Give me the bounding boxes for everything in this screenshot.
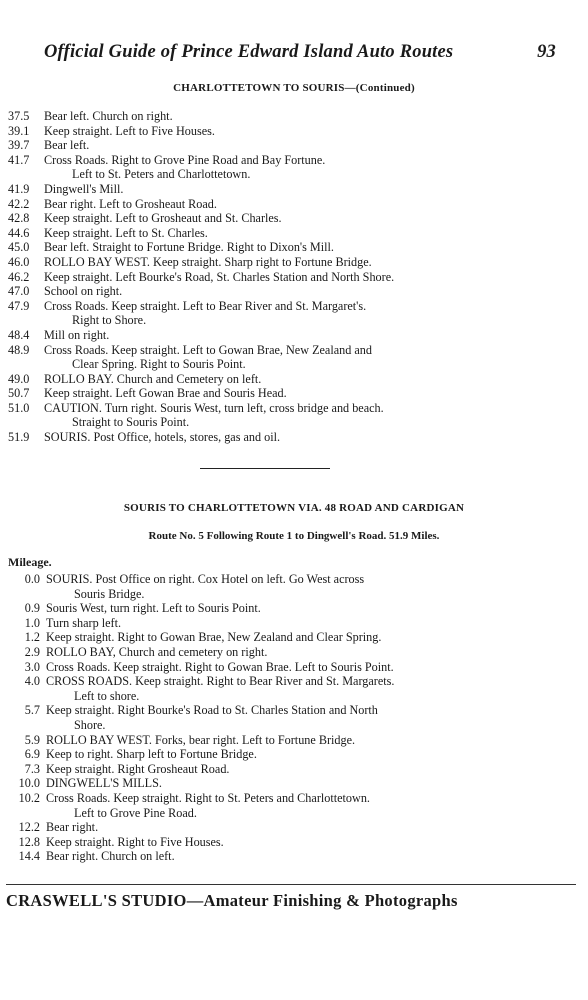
route-entry [8, 674, 553, 703]
direction-text [46, 733, 553, 748]
direction-line: ROLLO BAY WEST. Keep straight. Sharp right to Fortune Bridge. [44, 254, 372, 269]
route-subheading: Route No. 5 Following Route 1 to Dingwell's Road. 51.9 Miles. [148, 530, 440, 542]
guide-title: Official Guide of Prince Edward Island Auto Routes [44, 42, 454, 62]
direction-text [44, 299, 553, 328]
direction-continuation: Left to St. Peters and Charlottetown. [72, 167, 251, 182]
direction-line: SOURIS. Post Office, hotels, stores, gas and oil. [44, 430, 281, 445]
direction-line: Cross Roads. Keep straight. Left to Bear River and St. Margaret's. [44, 298, 367, 313]
direction-line: ROLLO BAY, Church and cemetery on right. [46, 644, 268, 659]
footer-advert: CRASWELL'S STUDIO—Amateur Finishing & Photographs [6, 891, 458, 910]
mileage-value: 7.3 [24, 761, 40, 776]
direction-text [46, 630, 553, 645]
route-entry [8, 211, 553, 226]
mileage-value: 42.2 [8, 196, 30, 211]
route-entry [8, 386, 553, 401]
direction-text [44, 386, 553, 401]
direction-line: School on right. [44, 284, 123, 299]
route-entry [8, 762, 553, 777]
route-entry [8, 616, 553, 631]
mileage-value: 44.6 [8, 225, 30, 240]
route-entries-continued [8, 109, 553, 445]
route-entry [8, 153, 553, 182]
direction-line: Keep straight. Left to St. Charles. [44, 225, 208, 240]
direction-text [44, 226, 553, 241]
direction-line: Cross Roads. Keep straight. Left to Gowan Brae, New Zealand and [44, 342, 372, 357]
direction-line: DINGWELL'S MILLS. [46, 776, 162, 791]
direction-line: Keep straight. Right Bourke's Road to St. Charles Station and North [46, 703, 378, 718]
mileage-value: 41.7 [8, 152, 30, 167]
route-entry [8, 776, 553, 791]
route-entry [8, 138, 553, 153]
mileage-value: 37.5 [8, 109, 30, 123]
route-entry [8, 601, 553, 616]
direction-continuation: Clear Spring. Right to Souris Point. [72, 357, 246, 372]
direction-line: Keep to right. Sharp left to Fortune Bridge. [46, 747, 257, 762]
direction-line: ROLLO BAY WEST. Forks, bear right. Left to Fortune Bridge. [46, 732, 356, 747]
route-entry [8, 343, 553, 372]
direction-line: Bear right. [46, 820, 99, 835]
route-entry [8, 284, 553, 299]
mileage-value: 12.8 [18, 834, 40, 849]
route-entry [8, 835, 553, 850]
direction-line: Souris West, turn right. Left to Souris Point. [46, 601, 261, 616]
route-entry [8, 270, 553, 285]
route-entry [8, 197, 553, 212]
mileage-value: 14.4 [18, 849, 40, 864]
direction-text [44, 240, 553, 255]
direction-text [44, 197, 553, 212]
direction-text [46, 645, 553, 660]
route-entry [8, 733, 553, 748]
direction-line: SOURIS. Post Office on right. Cox Hotel on left. Go West across [46, 572, 365, 586]
mileage-value: 0.0 [24, 572, 40, 586]
direction-text [44, 182, 553, 197]
section-heading-souris-to-charlottetown: SOURIS TO CHARLOTTETOWN VIA. 48 ROAD AND CARDIGAN [123, 502, 465, 514]
mileage-value: 45.0 [8, 240, 30, 255]
direction-line: Bear left. [44, 138, 90, 153]
direction-text [44, 211, 553, 226]
direction-line: Bear left. Church on right. [44, 109, 173, 123]
route-entry [8, 791, 553, 820]
route-entry [8, 430, 553, 445]
route-entry [8, 299, 553, 328]
direction-line: ROLLO BAY. Church and Cemetery on left. [44, 371, 262, 386]
route-entry [8, 328, 553, 343]
route-entry [8, 747, 553, 762]
direction-text [46, 674, 553, 703]
direction-line: Keep straight. Right to Five Houses. [46, 834, 224, 849]
direction-continuation: Straight to Souris Point. [72, 415, 190, 430]
mileage-value: 4.0 [24, 674, 40, 689]
direction-text [46, 572, 553, 601]
direction-text [44, 109, 553, 124]
direction-text [46, 820, 553, 835]
mileage-value: 3.0 [24, 659, 40, 674]
mileage-value: 12.2 [18, 820, 40, 835]
direction-line: CROSS ROADS. Keep straight. Right to Bear River and St. Margarets. [46, 674, 395, 689]
mileage-value: 5.9 [24, 732, 40, 747]
mileage-value: 10.0 [18, 776, 40, 791]
mileage-value: 5.7 [24, 703, 40, 718]
direction-continuation: Right to Shore. [72, 313, 147, 328]
footer-rule [6, 884, 576, 885]
mileage-value: 46.2 [8, 269, 30, 284]
route-entry [8, 820, 553, 835]
direction-line: Mill on right. [44, 327, 110, 342]
route-entry [8, 849, 553, 864]
direction-line: Turn sharp left. [46, 615, 122, 630]
mileage-value: 50.7 [8, 386, 30, 401]
mileage-value: 1.0 [24, 615, 40, 630]
direction-continuation: Shore. [74, 717, 106, 732]
direction-text [46, 703, 553, 732]
mileage-value: 6.9 [24, 747, 40, 762]
direction-line: Keep straight. Right to Gowan Brae, New Zealand and Clear Spring. [46, 630, 382, 645]
direction-text [46, 747, 553, 762]
direction-line: Bear right. Left to Grosheaut Road. [44, 196, 217, 211]
route-entry [8, 372, 553, 387]
direction-text [46, 776, 553, 791]
route-entry [8, 572, 553, 601]
mileage-value: 49.0 [8, 371, 30, 386]
direction-line: Keep straight. Right Grosheaut Road. [46, 761, 230, 776]
mileage-value: 51.9 [8, 430, 30, 445]
direction-text [44, 328, 553, 343]
direction-text [44, 284, 553, 299]
direction-line: Keep straight. Left to Grosheaut and St. Charles. [44, 211, 282, 226]
direction-text [46, 849, 553, 864]
mileage-value: 48.9 [8, 342, 30, 357]
direction-text [46, 835, 553, 850]
mileage-value: 2.9 [24, 644, 40, 659]
direction-text [46, 616, 553, 631]
route-entry [8, 660, 553, 675]
mileage-value: 1.2 [24, 630, 40, 645]
mileage-value: 10.2 [18, 790, 40, 805]
mileage-value: 51.0 [8, 400, 30, 415]
route-entry [8, 182, 553, 197]
direction-text [46, 791, 553, 820]
direction-text [44, 124, 553, 139]
direction-line: Keep straight. Left Bourke's Road, St. Charles Station and North Shore. [44, 269, 395, 284]
mileage-value: 39.7 [8, 138, 30, 153]
mileage-value: 39.1 [8, 123, 30, 138]
direction-line: Bear right. Church on left. [46, 849, 175, 864]
direction-text [44, 372, 553, 387]
mileage-value: 0.9 [24, 601, 40, 616]
route-entry [8, 630, 553, 645]
direction-continuation: Souris Bridge. [74, 586, 145, 601]
route-entry [8, 645, 553, 660]
mileage-value: 42.8 [8, 211, 30, 226]
direction-text [44, 138, 553, 153]
page-number: 93 [537, 42, 556, 62]
route-entry [8, 124, 553, 139]
direction-text [46, 762, 553, 777]
mileage-value: 41.9 [8, 181, 30, 196]
direction-text [46, 601, 553, 616]
direction-text [44, 343, 553, 372]
route-entry [8, 240, 553, 255]
direction-line: Dingwell's Mill. [44, 181, 124, 196]
mileage-value: 48.4 [8, 327, 30, 342]
route-entry [8, 401, 553, 430]
section-heading-charlottetown-to-souris: CHARLOTTETOWN TO SOURIS—(Continued) [173, 82, 415, 94]
route-entry [8, 109, 553, 124]
direction-line: Cross Roads. Keep straight. Right to Gowan Brae. Left to Souris Point. [46, 659, 394, 674]
running-head [44, 42, 556, 63]
mileage-value: 47.0 [8, 284, 30, 299]
direction-line: Keep straight. Left Gowan Brae and Souris Head. [44, 386, 287, 401]
direction-continuation: Left to Grove Pine Road. [74, 805, 197, 820]
direction-text [46, 660, 553, 675]
direction-text [44, 270, 553, 285]
mileage-value: 46.0 [8, 254, 30, 269]
direction-text [44, 255, 553, 270]
mileage-label: Mileage. [8, 555, 52, 569]
direction-line: Cross Roads. Right to Grove Pine Road and Bay Fortune. [44, 152, 326, 167]
route-entries-souris [8, 572, 553, 864]
direction-line: Bear left. Straight to Fortune Bridge. Right to Dixon's Mill. [44, 240, 334, 255]
direction-line: CAUTION. Turn right. Souris West, turn left, cross bridge and beach. [44, 400, 384, 415]
direction-line: Keep straight. Left to Five Houses. [44, 123, 215, 138]
direction-text [44, 153, 553, 182]
direction-line: Cross Roads. Keep straight. Right to St. Peters and Charlottetown. [46, 790, 370, 805]
route-entry [8, 226, 553, 241]
mileage-value: 47.9 [8, 298, 30, 313]
section-divider [200, 468, 330, 469]
direction-continuation: Left to shore. [74, 688, 140, 703]
route-entry [8, 255, 553, 270]
direction-text [44, 430, 553, 445]
direction-text [44, 401, 553, 430]
route-entry [8, 703, 553, 732]
